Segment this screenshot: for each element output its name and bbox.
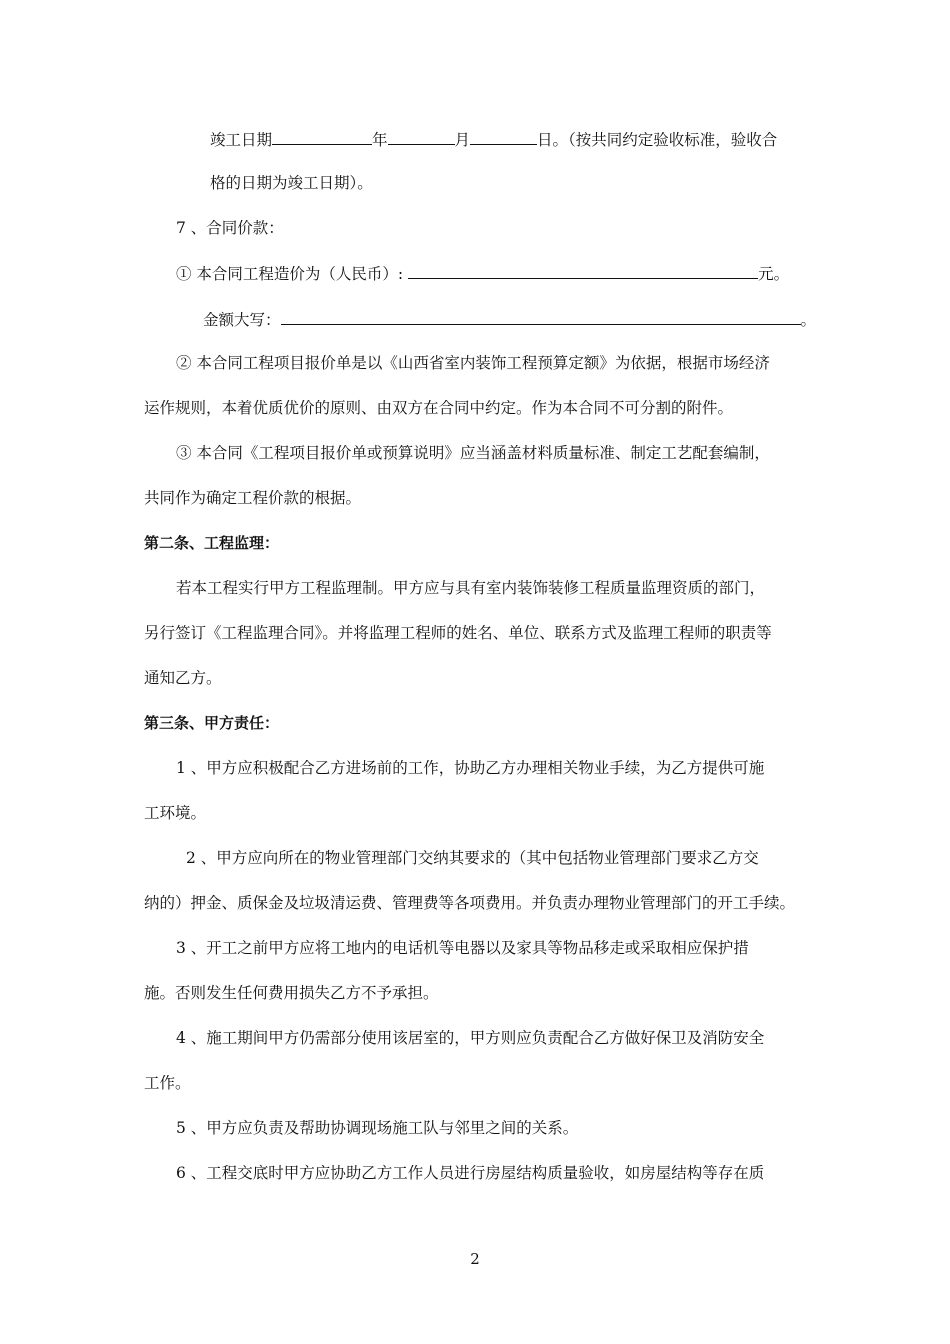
article3-item1-line2: 工环境。 — [144, 804, 207, 822]
day-note: 日。（按共同约定验收标准，验收合 — [537, 131, 778, 149]
year-label: 年 — [372, 131, 388, 149]
amount-words-line — [203, 308, 816, 330]
article3-item5-line1: 5 、甲方应负责及帮助协调现场施工队与邻里之间的关系。 — [176, 1119, 579, 1137]
day-blank — [470, 128, 537, 145]
article3-item3-line2: 施。否则发生任何费用损失乙方不予承担。 — [144, 984, 439, 1002]
article3-item3-line1: 3 、开工之前甲方应将工地内的电话机等电器以及家具等物品移走或采取相应保护措 — [176, 939, 749, 957]
completion-note-cont: 格的日期为竣工日期）。 — [210, 174, 373, 192]
article3-item4-line1: 4 、施工期间甲方仍需部分使用该居室的，甲方则应负责配合乙方做好保卫及消防安全 — [176, 1029, 765, 1047]
page-number: 2 — [470, 1250, 480, 1268]
completion-date-label: 竣工日期 — [210, 131, 273, 149]
price-item1-label: ① 本合同工程造价为（人民币）: — [176, 265, 404, 283]
price-item2-line2: 运作规则，本着优质优价的原则、由双方在合同中约定。作为本合同不可分割的附件。 — [144, 399, 734, 417]
article3-item1-line1: 1 、甲方应积极配合乙方进场前的工作，协助乙方办理相关物业手续，为乙方提供可施 — [176, 759, 765, 777]
month-label: 月 — [454, 131, 471, 149]
price-item3-line2: 共同作为确定工程价款的根据。 — [144, 489, 362, 507]
completion-date-line — [210, 128, 777, 150]
amount-words-end: 。 — [800, 311, 817, 329]
article2-line1: 若本工程实行甲方工程监理制。甲方应与具有室内装饰装修工程质量监理资质的部门， — [176, 579, 766, 597]
month-blank — [388, 128, 455, 145]
article2-title: 第二条、工程监理： — [144, 534, 280, 552]
article3-item2-line1: 2 、甲方应向所在的物业管理部门交纳其要求的（其中包括物业管理部门要求乙方交 — [186, 849, 759, 867]
article2-line2: 另行签订《工程监理合同》。并将监理工程师的姓名、单位、联系方式及监理工程师的职责等 — [144, 624, 772, 642]
amount-words-label: 金额大写： — [203, 311, 281, 329]
price-item1-line — [176, 262, 789, 284]
article3-item2-line2: 纳的）押金、质保金及垃圾清运费、管理费等各项费用。并负责办理物业管理部门的开工手续。 — [144, 894, 796, 912]
year-blank — [272, 128, 372, 145]
price-unit: 元。 — [758, 265, 790, 283]
price-item2-line1: ② 本合同工程项目报价单是以《山西省室内装饰工程预算定额》为依据，根据市场经济 — [176, 354, 770, 372]
amount-words-blank — [281, 308, 801, 325]
price-item3-line1: ③ 本合同《工程项目报价单或预算说明》应当涵盖材料质量标准、制定工艺配套编制， — [176, 444, 770, 462]
price-amount-blank — [408, 262, 758, 279]
article3-title: 第三条、甲方责任： — [144, 714, 280, 732]
article3-item6-line1: 6 、工程交底时甲方应协助乙方工作人员进行房屋结构质量验收，如房屋结构等存在质 — [176, 1164, 765, 1182]
article2-line3: 通知乙方。 — [144, 669, 222, 687]
article3-item4-line2: 工作。 — [144, 1074, 191, 1092]
price-heading: 7 、合同价款： — [176, 219, 284, 237]
